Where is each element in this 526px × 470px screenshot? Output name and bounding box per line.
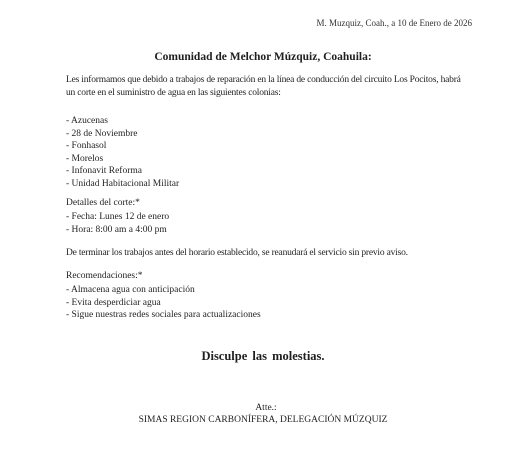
- list-item: - Fecha: Lunes 12 de enero: [66, 212, 170, 222]
- service-note: De terminar los trabajos antes del horario establecido, se reanudará el servicio sin previo aviso.: [66, 248, 408, 258]
- list-item: - Evita desperdiciar agua: [66, 297, 161, 308]
- atte-label: Atte.:: [255, 403, 277, 413]
- detalles-heading: Detalles del corte:*: [66, 198, 140, 208]
- list-item: - Hora: 8:00 am a 4:00 pm: [66, 224, 167, 235]
- list-item: - Almacena agua con anticipación: [66, 285, 195, 295]
- list-item: - Sigue nuestras redes sociales para actualizaciones: [66, 310, 261, 320]
- list-item: - Unidad Habitacional Militar: [66, 178, 180, 189]
- date-line: M. Muzquiz, Coah., a 10 de Enero de 2026: [316, 18, 472, 28]
- recomendaciones-list: [66, 284, 261, 322]
- list-item: - Morelos: [66, 153, 104, 164]
- detalles-list: [66, 211, 169, 236]
- list-item: - Fonhasol: [66, 141, 107, 151]
- notice-title: Comunidad de Melchor Múzquiz, Coahuila:: [154, 51, 372, 63]
- intro-paragraph: Les informamos que debido a trabajos de reparación en la línea de conducción del circuito Los Pocitos, habrá un corte en el suministro de agua en las siguientes colonias:: [66, 75, 461, 98]
- colonias-list: [66, 115, 179, 190]
- apology-line: Disculpe las molestias.: [201, 349, 325, 363]
- list-item: - Infonavit Reforma: [66, 166, 142, 176]
- list-item: - Azucenas: [66, 116, 108, 126]
- signature-line: SIMAS REGION CARBONÍFERA, DELEGACIÓN MÚZQUIZ: [138, 415, 388, 425]
- recomendaciones-heading: Recomendaciones:*: [66, 271, 143, 281]
- list-item: - 28 de Noviembre: [66, 128, 138, 139]
